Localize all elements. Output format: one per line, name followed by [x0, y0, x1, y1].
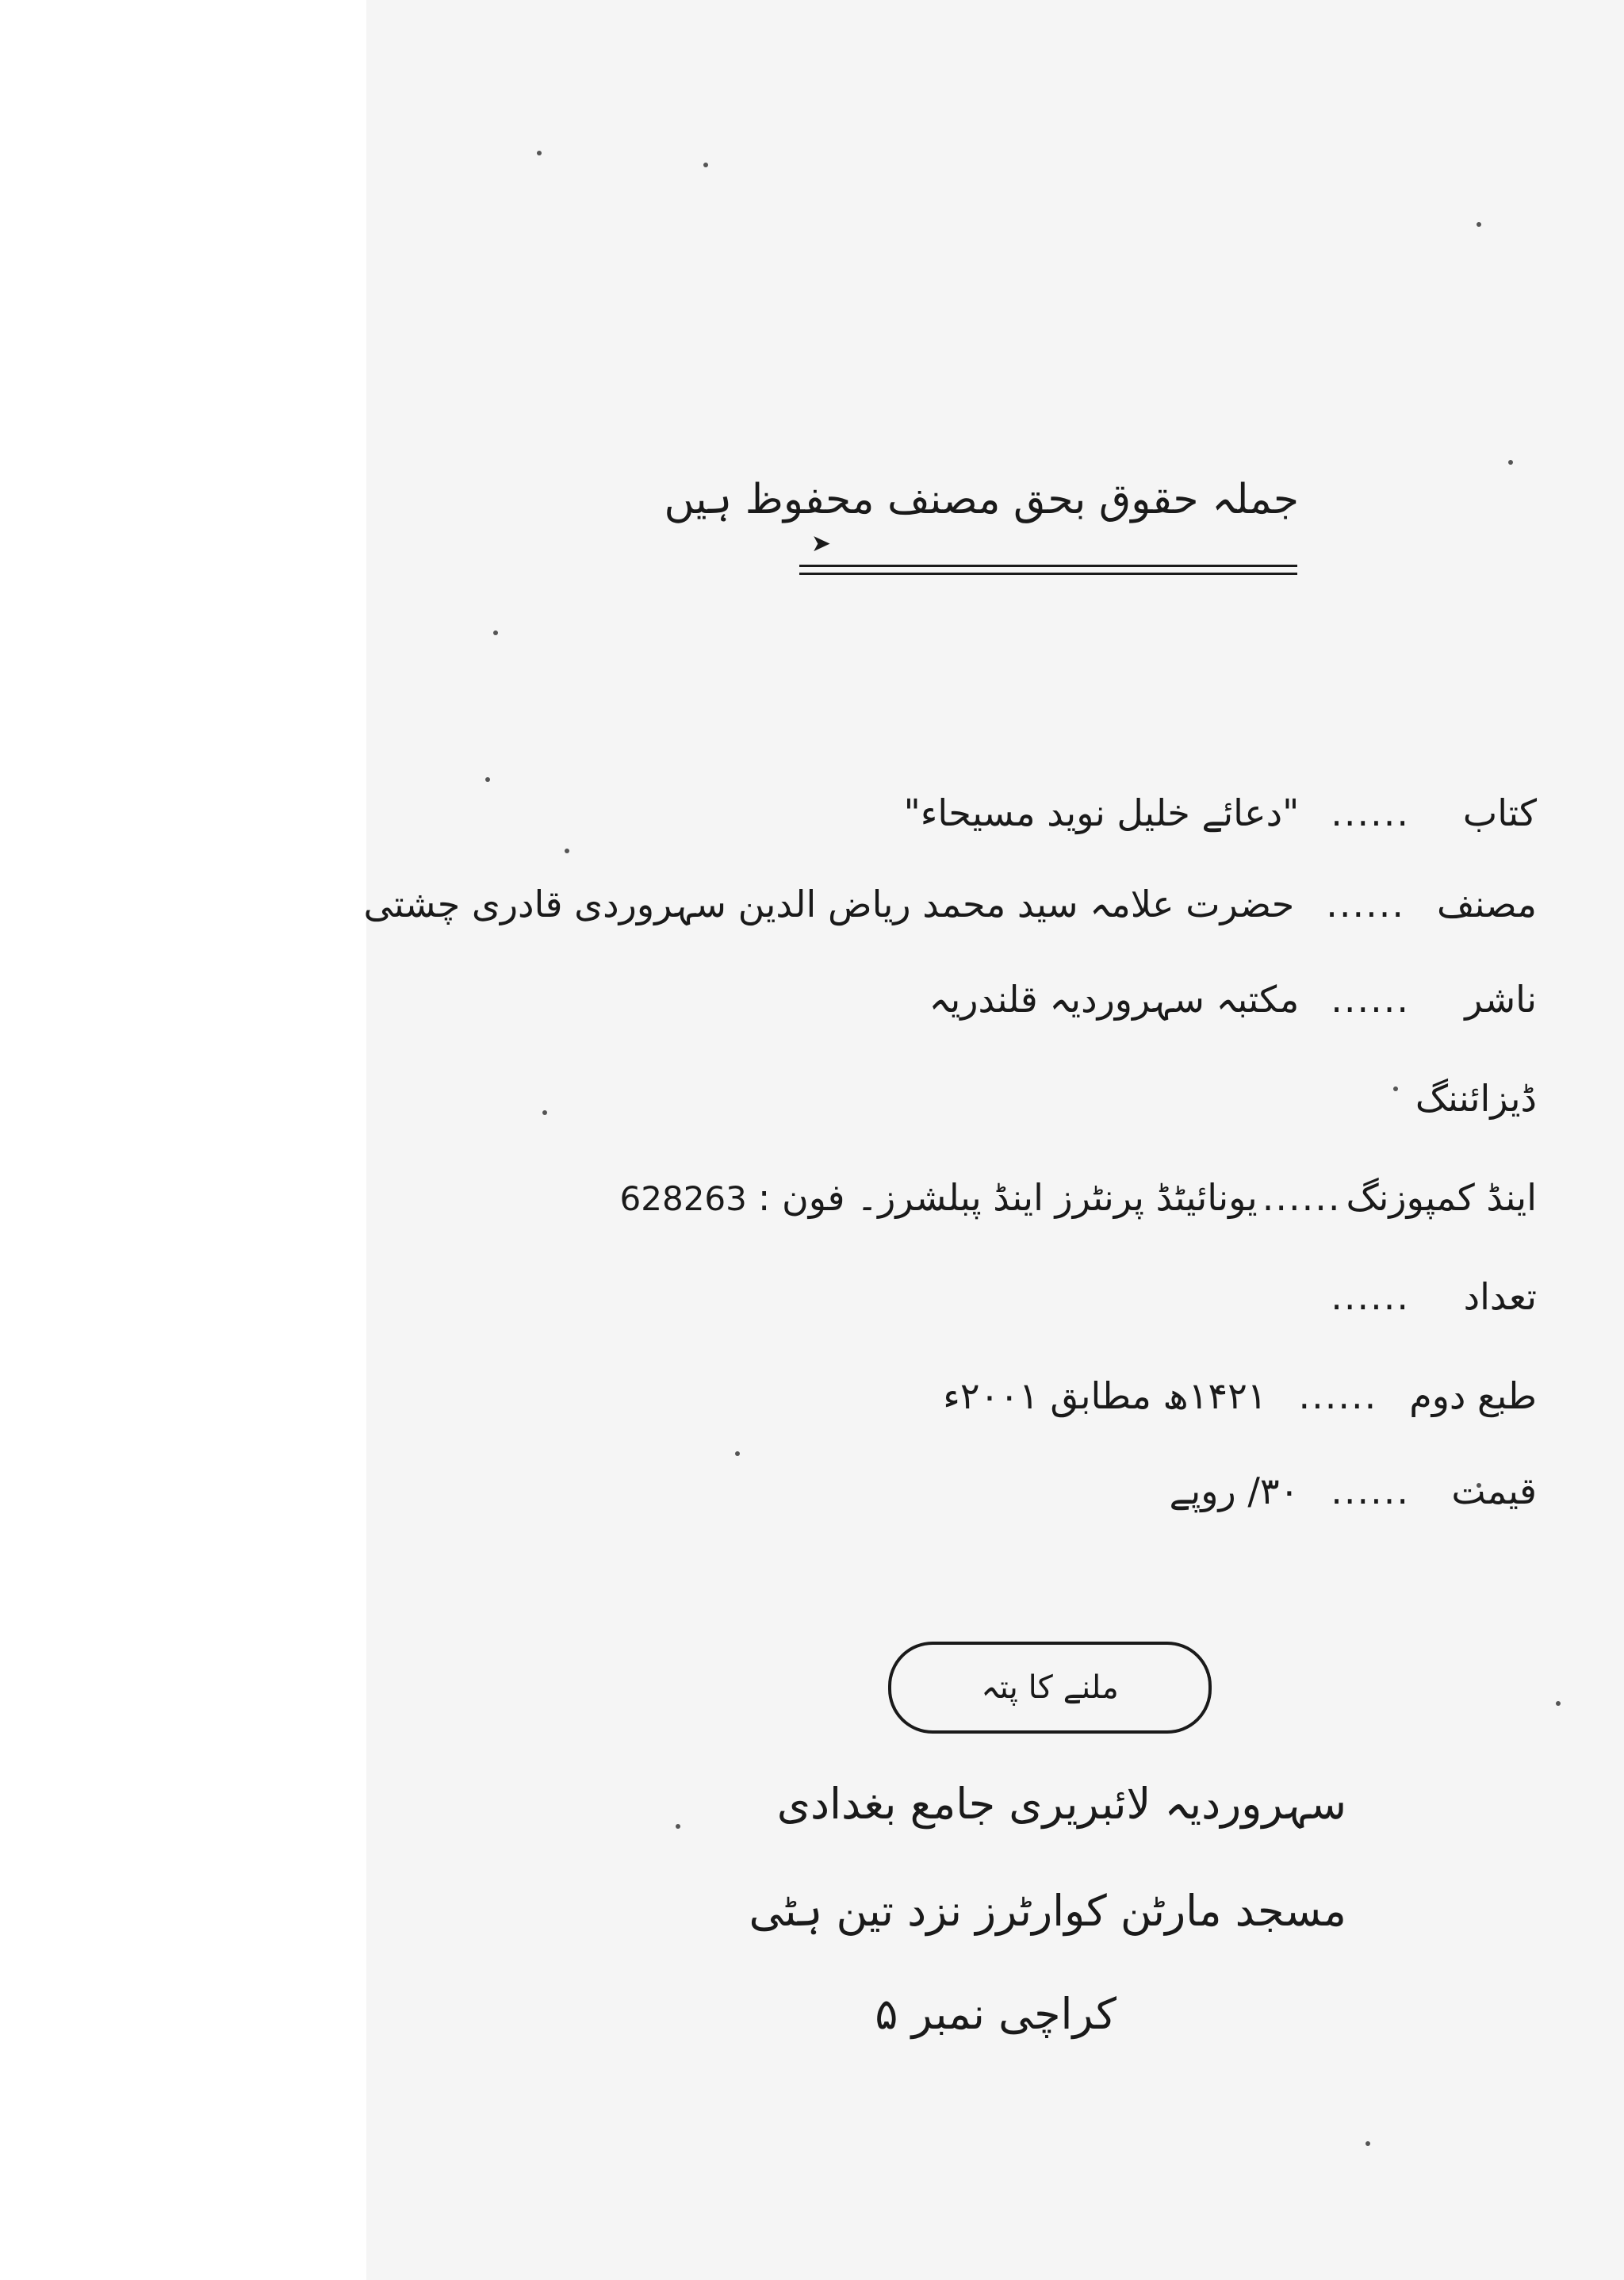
detail-dots: ......	[1298, 1374, 1378, 1417]
detail-dots: ......	[1331, 791, 1410, 834]
detail-dots: ......	[1331, 1275, 1410, 1318]
detail-row-author	[364, 868, 1537, 940]
detail-label: مصنف	[1436, 883, 1537, 925]
scan-speck	[1477, 222, 1481, 227]
heading-underline	[799, 573, 1297, 575]
scan-speck	[542, 1110, 547, 1115]
address-line-1: سہروردیہ لائبریری جامع بغدادی	[776, 1779, 1346, 1829]
scan-speck	[1508, 460, 1513, 465]
scan-speck	[493, 630, 498, 635]
scan-speck	[735, 1451, 740, 1456]
detail-label: ڈیزائننگ	[1415, 1077, 1537, 1120]
detail-value: یونائیٹڈ پرنٹرز اینڈ پبلشرز۔ فون :	[757, 1176, 1258, 1219]
scan-speck	[703, 163, 708, 167]
heading-underline	[799, 565, 1297, 567]
scan-speck	[676, 1824, 680, 1829]
availability-title-box	[888, 1642, 1212, 1734]
detail-row-publisher	[929, 964, 1538, 1035]
phone-number: 628263	[619, 1179, 747, 1218]
detail-label: ناشر	[1465, 978, 1537, 1021]
detail-label: طبع دوم	[1409, 1374, 1537, 1417]
detail-value: مکتبہ سہروردیہ قلندریہ	[929, 978, 1300, 1021]
detail-value: ۳۰/ روپے	[1169, 1470, 1300, 1512]
scan-speck	[485, 777, 490, 782]
detail-row-edition	[943, 1360, 1537, 1431]
scan-left-margin	[0, 0, 366, 2280]
scan-speck	[537, 151, 542, 155]
detail-dots: ......	[1331, 1470, 1410, 1512]
detail-dots: ......	[1331, 978, 1410, 1021]
arrow-mark: ➤	[810, 530, 831, 558]
detail-label: قیمت	[1451, 1470, 1537, 1512]
address-line-2: مسجد مارٹن کوارٹرز نزد تین ہٹی	[749, 1886, 1346, 1936]
detail-value: "دعائے خلیل نوید مسیحاء"	[903, 791, 1300, 834]
detail-label: کتاب	[1462, 791, 1537, 834]
detail-row-quantity	[1299, 1261, 1537, 1332]
detail-row-composing	[620, 1162, 1537, 1233]
detail-row-designing	[1415, 1063, 1537, 1134]
scan-speck	[1393, 1086, 1398, 1091]
detail-value: حضرت علامہ سید محمد ریاض الدین سہروردی قادری چشتی	[363, 883, 1295, 925]
scan-speck	[1556, 1701, 1561, 1706]
scan-speck	[565, 849, 569, 853]
detail-label: اینڈ کمپوزنگ	[1346, 1176, 1537, 1219]
detail-row-book	[904, 777, 1537, 849]
detail-label: تعداد	[1463, 1275, 1537, 1318]
address-line-3: کراچی نمبر ۵	[875, 1989, 1116, 2039]
detail-dots: ......	[1326, 883, 1405, 925]
detail-dots: ......	[1262, 1176, 1342, 1219]
detail-row-price	[1170, 1455, 1537, 1527]
scan-speck	[1365, 2141, 1370, 2146]
detail-value: ۱۴۲۱ھ مطابق ۲۰۰۱ء	[943, 1374, 1267, 1417]
copyright-heading: جملہ حقوق بحق مصنف محفوظ ہیں	[664, 476, 1299, 523]
availability-title: ملنے کا پتہ	[981, 1669, 1119, 1706]
